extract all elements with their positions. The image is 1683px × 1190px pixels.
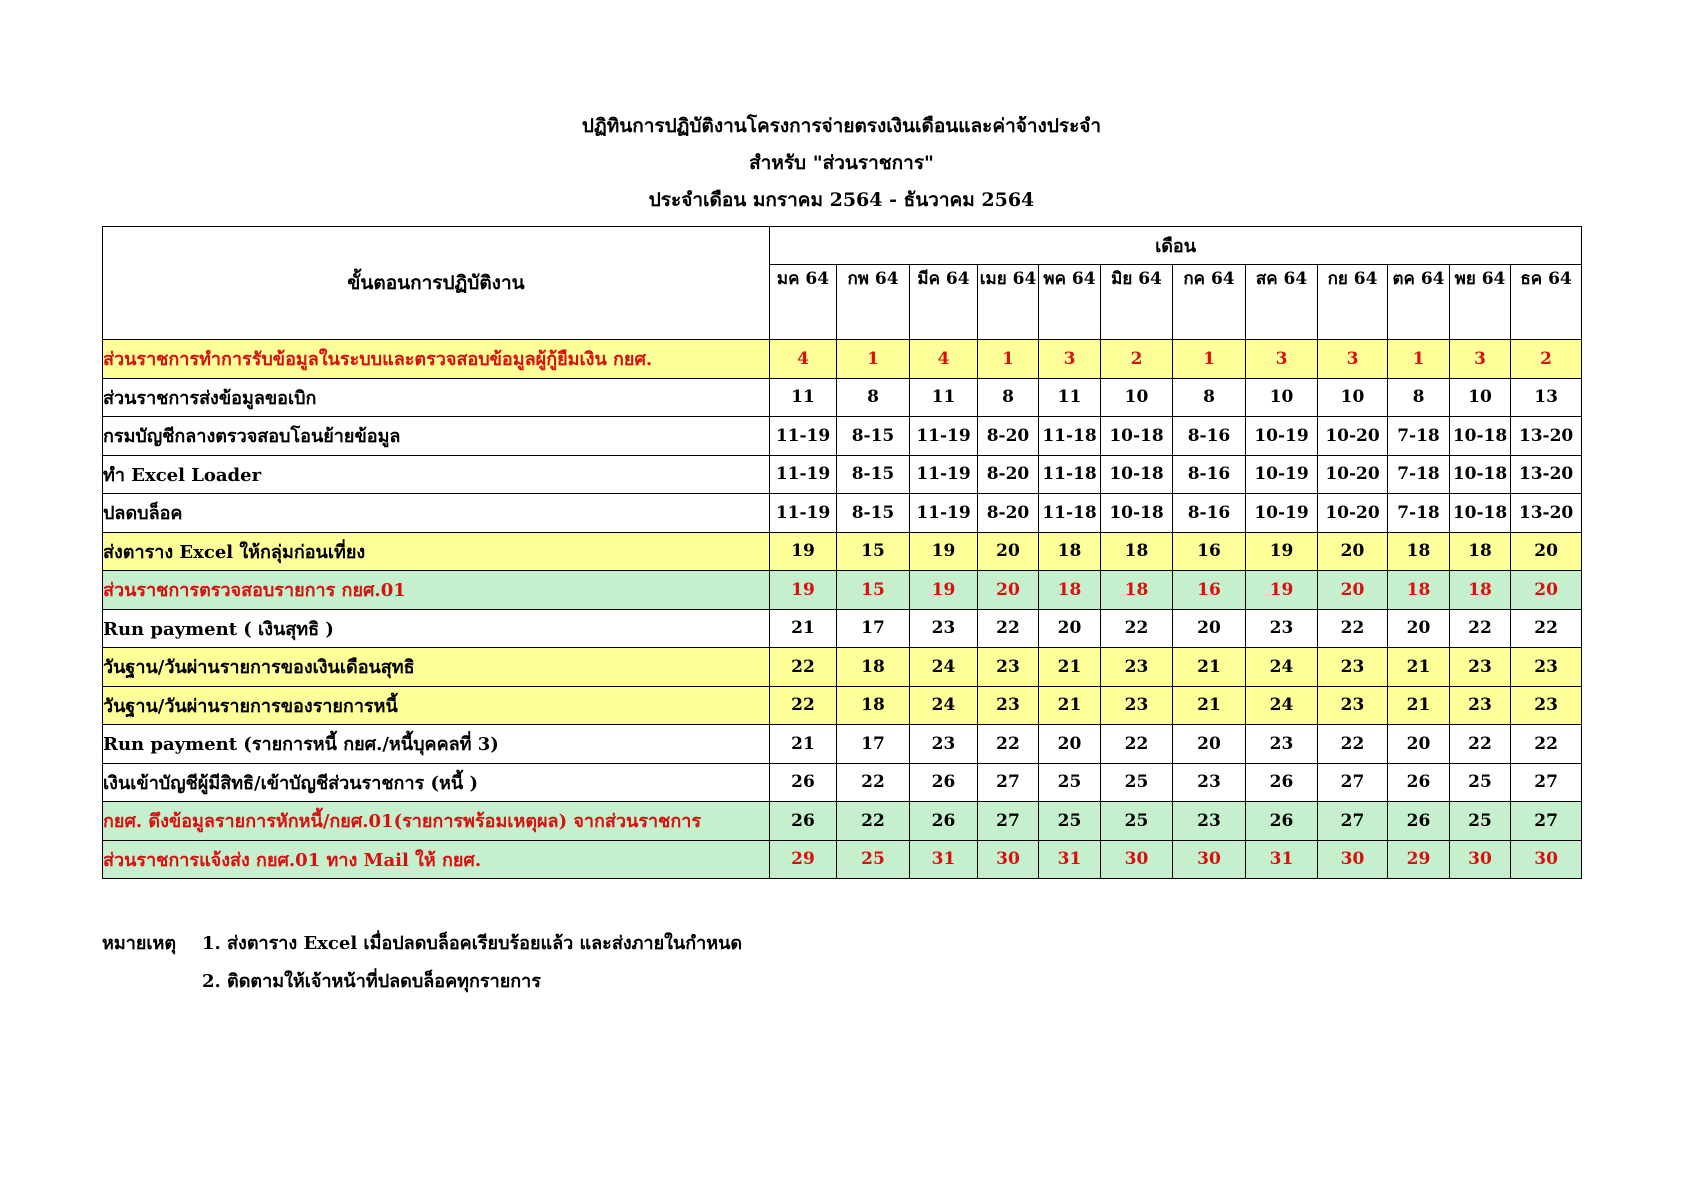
table-row xyxy=(103,532,1582,571)
date-cell: 21 xyxy=(770,609,837,648)
date-cell: 22 xyxy=(1450,725,1511,764)
date-cell: 16 xyxy=(1173,532,1246,571)
date-cell: 18 xyxy=(837,686,910,725)
table-row xyxy=(103,378,1582,417)
step-label: เงินเข้าบัญชีผู้มีสิทธิ/เข้าบัญชีส่วนราชการ (หนี้ ) xyxy=(103,763,770,802)
date-cell: 24 xyxy=(1246,648,1318,687)
date-cell: 11 xyxy=(910,378,978,417)
date-cell: 11-19 xyxy=(910,455,978,494)
notes-block xyxy=(102,925,742,1001)
step-label: ส่วนราชการส่งข้อมูลขอเบิก xyxy=(103,378,770,417)
date-cell: 7-18 xyxy=(1388,494,1450,533)
date-cell: 10-18 xyxy=(1101,417,1173,456)
date-cell: 11 xyxy=(1039,378,1101,417)
date-cell: 18 xyxy=(1039,571,1101,610)
date-cell: 20 xyxy=(1173,725,1246,764)
month-header: ธค 64 xyxy=(1511,265,1582,340)
date-cell: 1 xyxy=(978,340,1039,379)
date-cell: 22 xyxy=(1511,725,1582,764)
date-cell: 22 xyxy=(770,648,837,687)
date-cell: 22 xyxy=(837,763,910,802)
date-cell: 26 xyxy=(1246,802,1318,841)
date-cell: 30 xyxy=(1511,840,1582,879)
date-cell: 11-19 xyxy=(910,417,978,456)
step-label: กรมบัญชีกลางตรวจสอบโอนย้ายข้อมูล xyxy=(103,417,770,456)
header-row-group xyxy=(103,227,1582,265)
date-cell: 30 xyxy=(1318,840,1388,879)
date-cell: 21 xyxy=(1388,686,1450,725)
date-cell: 19 xyxy=(910,571,978,610)
date-cell: 21 xyxy=(1388,648,1450,687)
table-row xyxy=(103,686,1582,725)
date-cell: 11 xyxy=(770,378,837,417)
date-cell: 23 xyxy=(1173,763,1246,802)
date-cell: 23 xyxy=(1101,648,1173,687)
date-cell: 8-20 xyxy=(978,417,1039,456)
date-cell: 25 xyxy=(837,840,910,879)
step-label: วันฐาน/วันผ่านรายการของรายการหนี้ xyxy=(103,686,770,725)
date-cell: 21 xyxy=(770,725,837,764)
month-header: กย 64 xyxy=(1318,265,1388,340)
date-cell: 19 xyxy=(770,571,837,610)
table-row xyxy=(103,455,1582,494)
date-cell: 25 xyxy=(1039,763,1101,802)
date-cell: 8-16 xyxy=(1173,417,1246,456)
date-cell: 27 xyxy=(1511,802,1582,841)
date-cell: 24 xyxy=(910,686,978,725)
step-label: ปลดบล็อค xyxy=(103,494,770,533)
steps-header: ขั้นตอนการปฏิบัติงาน xyxy=(103,227,770,340)
date-cell: 23 xyxy=(978,686,1039,725)
date-cell: 10-19 xyxy=(1246,494,1318,533)
date-cell: 23 xyxy=(1511,686,1582,725)
month-header: มค 64 xyxy=(770,265,837,340)
date-cell: 20 xyxy=(1039,609,1101,648)
month-header: ตค 64 xyxy=(1388,265,1450,340)
date-cell: 10-20 xyxy=(1318,494,1388,533)
date-cell: 27 xyxy=(978,802,1039,841)
date-cell: 20 xyxy=(1173,609,1246,648)
date-cell: 19 xyxy=(910,532,978,571)
date-cell: 18 xyxy=(1039,532,1101,571)
date-cell: 22 xyxy=(978,609,1039,648)
date-cell: 3 xyxy=(1039,340,1101,379)
date-cell: 10 xyxy=(1318,378,1388,417)
date-cell: 13 xyxy=(1511,378,1582,417)
date-cell: 18 xyxy=(1388,532,1450,571)
date-cell: 22 xyxy=(1318,725,1388,764)
date-cell: 24 xyxy=(1246,686,1318,725)
table-row xyxy=(103,494,1582,533)
date-cell: 8 xyxy=(837,378,910,417)
step-label: Run payment ( เงินสุทธิ ) xyxy=(103,609,770,648)
date-cell: 10-18 xyxy=(1101,455,1173,494)
date-cell: 20 xyxy=(1511,571,1582,610)
date-cell: 20 xyxy=(978,532,1039,571)
date-cell: 10-18 xyxy=(1101,494,1173,533)
date-cell: 23 xyxy=(978,648,1039,687)
date-cell: 8-20 xyxy=(978,455,1039,494)
date-cell: 23 xyxy=(1318,648,1388,687)
date-cell: 10-19 xyxy=(1246,417,1318,456)
date-cell: 30 xyxy=(978,840,1039,879)
date-cell: 10-20 xyxy=(1318,455,1388,494)
date-cell: 3 xyxy=(1450,340,1511,379)
date-cell: 18 xyxy=(1101,571,1173,610)
date-cell: 13-20 xyxy=(1511,455,1582,494)
date-cell: 8-15 xyxy=(837,455,910,494)
date-cell: 20 xyxy=(1039,725,1101,764)
month-header: กค 64 xyxy=(1173,265,1246,340)
date-cell: 22 xyxy=(1318,609,1388,648)
title-line-2: สำหรับ "ส่วนราชการ" xyxy=(749,152,934,174)
date-cell: 25 xyxy=(1101,802,1173,841)
date-cell: 23 xyxy=(910,609,978,648)
date-cell: 21 xyxy=(1039,686,1101,725)
date-cell: 17 xyxy=(837,609,910,648)
date-cell: 8 xyxy=(978,378,1039,417)
date-cell: 26 xyxy=(770,763,837,802)
month-header: มีค 64 xyxy=(910,265,978,340)
date-cell: 10-18 xyxy=(1450,494,1511,533)
date-cell: 26 xyxy=(770,802,837,841)
month-group-header: เดือน xyxy=(770,227,1582,265)
notes-heading: หมายเหตุ xyxy=(102,933,177,954)
date-cell: 10 xyxy=(1246,378,1318,417)
date-cell: 7-18 xyxy=(1388,455,1450,494)
step-label: ส่งตาราง Excel ให้กลุ่มก่อนเที่ยง xyxy=(103,532,770,571)
step-label: ส่วนราชการตรวจสอบรายการ กยศ.01 xyxy=(103,571,770,610)
date-cell: 25 xyxy=(1450,763,1511,802)
date-cell: 19 xyxy=(770,532,837,571)
date-cell: 11-19 xyxy=(770,417,837,456)
date-cell: 1 xyxy=(837,340,910,379)
date-cell: 25 xyxy=(1101,763,1173,802)
date-cell: 27 xyxy=(1318,763,1388,802)
date-cell: 18 xyxy=(1450,571,1511,610)
date-cell: 2 xyxy=(1511,340,1582,379)
date-cell: 31 xyxy=(910,840,978,879)
date-cell: 2 xyxy=(1101,340,1173,379)
date-cell: 21 xyxy=(1173,648,1246,687)
month-header: พค 64 xyxy=(1039,265,1101,340)
month-header: เมย 64 xyxy=(978,265,1039,340)
date-cell: 26 xyxy=(910,802,978,841)
schedule-body xyxy=(103,340,1582,879)
date-cell: 25 xyxy=(1039,802,1101,841)
date-cell: 19 xyxy=(1246,532,1318,571)
date-cell: 23 xyxy=(1246,725,1318,764)
title-line-3: ประจำเดือน มกราคม 2564 - ธันวาคม 2564 xyxy=(648,189,1035,211)
date-cell: 1 xyxy=(1173,340,1246,379)
date-cell: 10 xyxy=(1450,378,1511,417)
month-header: สค 64 xyxy=(1246,265,1318,340)
date-cell: 18 xyxy=(1388,571,1450,610)
date-cell: 26 xyxy=(1388,802,1450,841)
date-cell: 15 xyxy=(837,532,910,571)
date-cell: 23 xyxy=(910,725,978,764)
date-cell: 21 xyxy=(1039,648,1101,687)
step-label: ทำ Excel Loader xyxy=(103,455,770,494)
date-cell: 22 xyxy=(1511,609,1582,648)
table-row xyxy=(103,802,1582,841)
table-row xyxy=(103,648,1582,687)
date-cell: 20 xyxy=(1318,532,1388,571)
month-header: มิย 64 xyxy=(1101,265,1173,340)
note-line-2 xyxy=(102,963,742,1001)
date-cell: 3 xyxy=(1246,340,1318,379)
date-cell: 18 xyxy=(837,648,910,687)
date-cell: 11-19 xyxy=(910,494,978,533)
date-cell: 27 xyxy=(978,763,1039,802)
document-title-block xyxy=(0,108,1683,219)
date-cell: 25 xyxy=(1450,802,1511,841)
date-cell: 16 xyxy=(1173,571,1246,610)
date-cell: 31 xyxy=(1039,840,1101,879)
table-row xyxy=(103,340,1582,379)
date-cell: 11-18 xyxy=(1039,417,1101,456)
table-row xyxy=(103,840,1582,879)
date-cell: 1 xyxy=(1388,340,1450,379)
month-header: พย 64 xyxy=(1450,265,1511,340)
date-cell: 27 xyxy=(1318,802,1388,841)
date-cell: 4 xyxy=(910,340,978,379)
date-cell: 20 xyxy=(1388,609,1450,648)
date-cell: 3 xyxy=(1318,340,1388,379)
step-label: วันฐาน/วันผ่านรายการของเงินเดือนสุทธิ xyxy=(103,648,770,687)
date-cell: 30 xyxy=(1450,840,1511,879)
date-cell: 15 xyxy=(837,571,910,610)
date-cell: 7-18 xyxy=(1388,417,1450,456)
date-cell: 23 xyxy=(1450,648,1511,687)
date-cell: 30 xyxy=(1101,840,1173,879)
date-cell: 8 xyxy=(1173,378,1246,417)
date-cell: 23 xyxy=(1511,648,1582,687)
date-cell: 8-16 xyxy=(1173,494,1246,533)
date-cell: 20 xyxy=(978,571,1039,610)
date-cell: 8-15 xyxy=(837,494,910,533)
date-cell: 30 xyxy=(1173,840,1246,879)
date-cell: 20 xyxy=(1511,532,1582,571)
date-cell: 23 xyxy=(1246,609,1318,648)
title-line-1: ปฏิทินการปฏิบัติงานโครงการจ่ายตรงเงินเดือนและค่าจ้างประจำ xyxy=(581,115,1102,137)
table-row xyxy=(103,571,1582,610)
date-cell: 8-16 xyxy=(1173,455,1246,494)
schedule-table xyxy=(102,226,1582,879)
date-cell: 4 xyxy=(770,340,837,379)
date-cell: 10-18 xyxy=(1450,417,1511,456)
date-cell: 21 xyxy=(1173,686,1246,725)
date-cell: 10-19 xyxy=(1246,455,1318,494)
date-cell: 20 xyxy=(1318,571,1388,610)
step-label: ส่วนราชการทำการรับข้อมูลในระบบและตรวจสอบข้อมูลผู้กู้ยืมเงิน กยศ. xyxy=(103,340,770,379)
date-cell: 29 xyxy=(1388,840,1450,879)
date-cell: 26 xyxy=(910,763,978,802)
date-cell: 18 xyxy=(1101,532,1173,571)
step-label: ส่วนราชการแจ้งส่ง กยศ.01 ทาง Mail ให้ กยศ. xyxy=(103,840,770,879)
date-cell: 8 xyxy=(1388,378,1450,417)
date-cell: 22 xyxy=(1101,609,1173,648)
note-item: 2. ติดตามให้เจ้าหน้าที่ปลดบล็อคทุกรายการ xyxy=(202,971,541,992)
date-cell: 11-18 xyxy=(1039,494,1101,533)
date-cell: 22 xyxy=(1101,725,1173,764)
date-cell: 11-18 xyxy=(1039,455,1101,494)
step-label: Run payment (รายการหนี้ กยศ./หนี้บุคคลที่ 3) xyxy=(103,725,770,764)
date-cell: 10-18 xyxy=(1450,455,1511,494)
date-cell: 26 xyxy=(1388,763,1450,802)
date-cell: 10-20 xyxy=(1318,417,1388,456)
table-row xyxy=(103,763,1582,802)
note-line-1 xyxy=(102,925,742,963)
date-cell: 23 xyxy=(1450,686,1511,725)
date-cell: 13-20 xyxy=(1511,417,1582,456)
date-cell: 11-19 xyxy=(770,455,837,494)
date-cell: 23 xyxy=(1101,686,1173,725)
step-label: กยศ. ดึงข้อมูลรายการหักหนี้/กยศ.01(รายการพร้อมเหตุผล) จากส่วนราชการ xyxy=(103,802,770,841)
date-cell: 22 xyxy=(1450,609,1511,648)
table-row xyxy=(103,609,1582,648)
date-cell: 10 xyxy=(1101,378,1173,417)
date-cell: 20 xyxy=(1388,725,1450,764)
date-cell: 29 xyxy=(770,840,837,879)
date-cell: 26 xyxy=(1246,763,1318,802)
date-cell: 22 xyxy=(770,686,837,725)
date-cell: 13-20 xyxy=(1511,494,1582,533)
table-row xyxy=(103,725,1582,764)
table-row xyxy=(103,417,1582,456)
date-cell: 17 xyxy=(837,725,910,764)
date-cell: 22 xyxy=(978,725,1039,764)
date-cell: 23 xyxy=(1173,802,1246,841)
month-header: กพ 64 xyxy=(837,265,910,340)
date-cell: 27 xyxy=(1511,763,1582,802)
date-cell: 8-20 xyxy=(978,494,1039,533)
date-cell: 8-15 xyxy=(837,417,910,456)
note-item: 1. ส่งตาราง Excel เมื่อปลดบล็อคเรียบร้อยแล้ว และส่งภายในกำหนด xyxy=(202,933,743,954)
date-cell: 23 xyxy=(1318,686,1388,725)
date-cell: 11-19 xyxy=(770,494,837,533)
date-cell: 22 xyxy=(837,802,910,841)
date-cell: 18 xyxy=(1450,532,1511,571)
date-cell: 19 xyxy=(1246,571,1318,610)
date-cell: 31 xyxy=(1246,840,1318,879)
date-cell: 24 xyxy=(910,648,978,687)
